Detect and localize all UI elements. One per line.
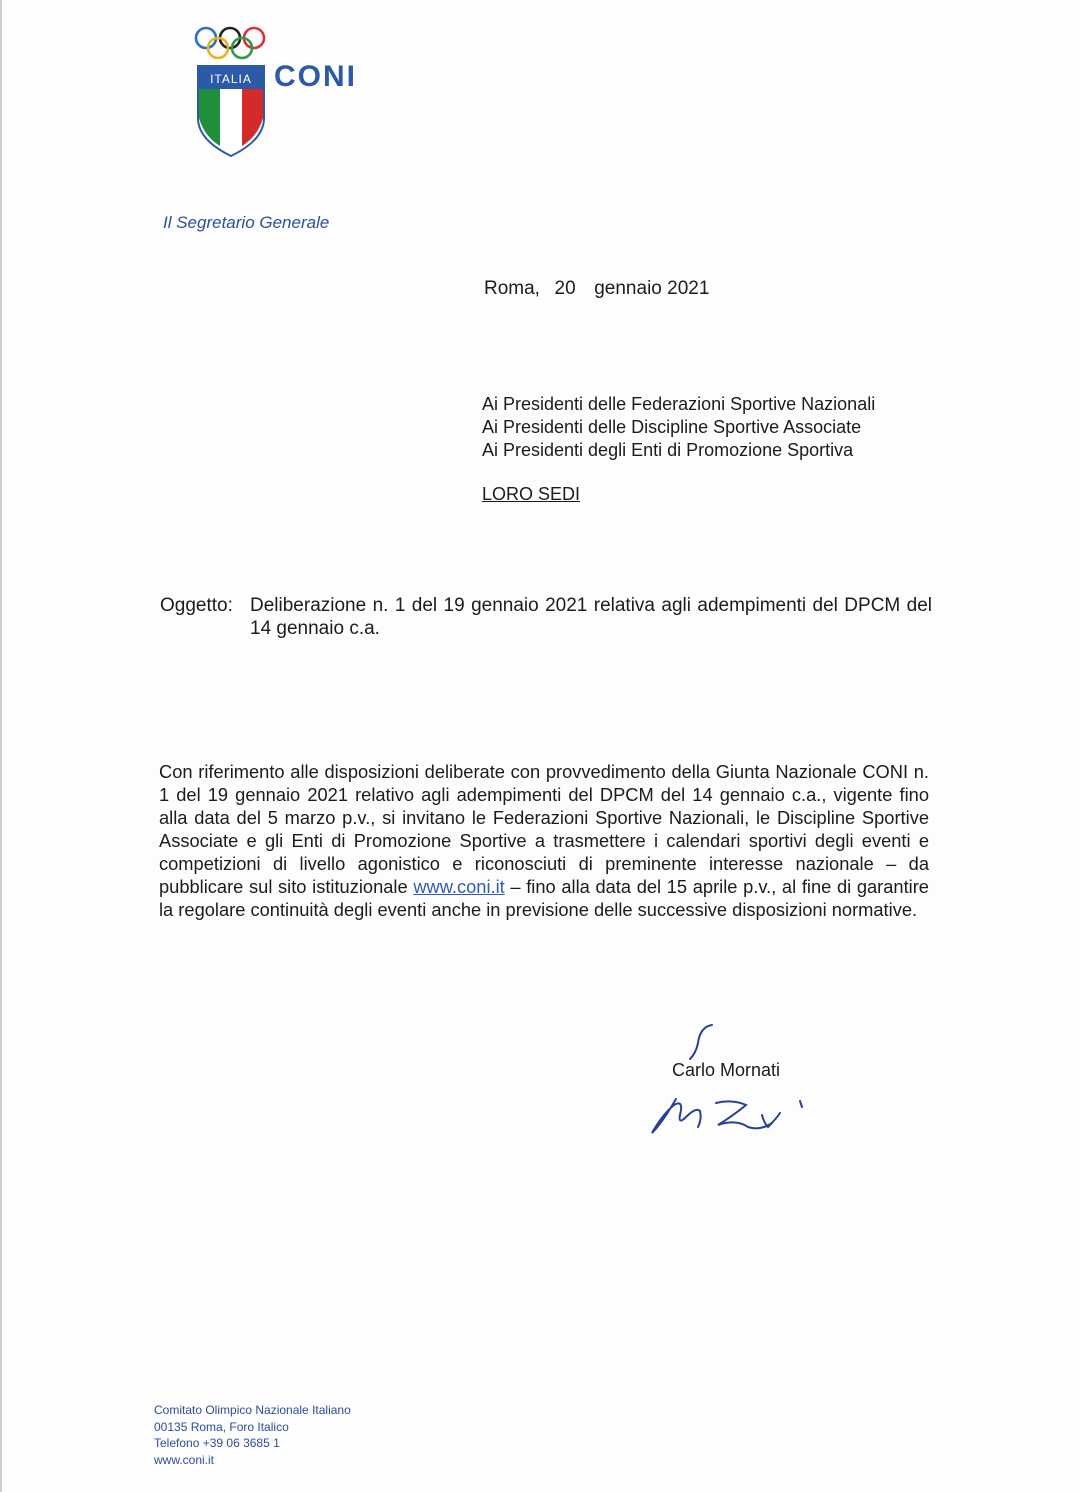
recipient-line: Ai Presidenti delle Federazioni Sportive Nazionali (482, 394, 876, 414)
date-day: 20 (554, 278, 576, 299)
subject-text: Deliberazione n. 1 del 19 gennaio 2021 relativa agli adempimenti del DPCM del 14 gennaio c.a. (250, 595, 932, 639)
shield-label: ITALIA (210, 72, 252, 86)
coni-wordmark: CONI (274, 60, 357, 93)
letter-date (484, 278, 709, 300)
date-place: Roma, (484, 278, 540, 299)
recipient-line: Ai Presidenti delle Discipline Sportive Associate (482, 417, 862, 437)
footer-line: 00135 Roma, Foro Italico (154, 1419, 289, 1434)
loro-sedi: LORO SEDI (482, 484, 581, 504)
subject-label: Oggetto: (160, 595, 233, 616)
body-text-part: Con riferimento alle disposizioni deliberate con provvedimento della Giunta Nazionale CONI n. 1 del 19 gennaio 2021 relativo agli adempimenti del DPCM del 14 gennaio c.a., vigente fino alla data del 5 marzo p.v., si invitano le Federazioni Sportive Nazionali, le Discipline Sportive Associate e gli Enti di Promozione Sportive a trasmettere i calendari sportivi degli eventi e competizioni di livello agonistico e riconosciuti di preminente interesse nazionale – da pubblicare sul sito istituzionale (159, 761, 929, 897)
date-month-year: gennaio 2021 (594, 278, 710, 299)
footer-address (154, 1402, 351, 1468)
footer-website[interactable]: www.coni.it (154, 1452, 215, 1467)
recipients-block (482, 393, 875, 462)
body-text-part: – fino alla data del 15 aprile p.v., al fine di garantire la regolare continuità degli eventi anche in previsione delle successive disposizioni normative. (159, 876, 929, 920)
footer-line: Comitato Olimpico Nazionale Italiano (154, 1403, 351, 1417)
coni-website-link[interactable]: www.coni.it (413, 876, 505, 897)
coni-logo (192, 22, 272, 167)
sender-role: Il Segretario Generale (163, 213, 330, 232)
handwritten-signature (640, 1015, 820, 1150)
signatory-name: Carlo Mornati (672, 1060, 781, 1080)
footer-line: Telefono +39 06 3685 1 (154, 1436, 280, 1450)
italia-shield-icon (198, 66, 264, 156)
page-edge (0, 0, 2, 1492)
olympic-rings-icon (196, 28, 264, 58)
recipient-line: Ai Presidenti degli Enti di Promozione Sportiva (482, 440, 854, 460)
letter-body (159, 760, 929, 921)
